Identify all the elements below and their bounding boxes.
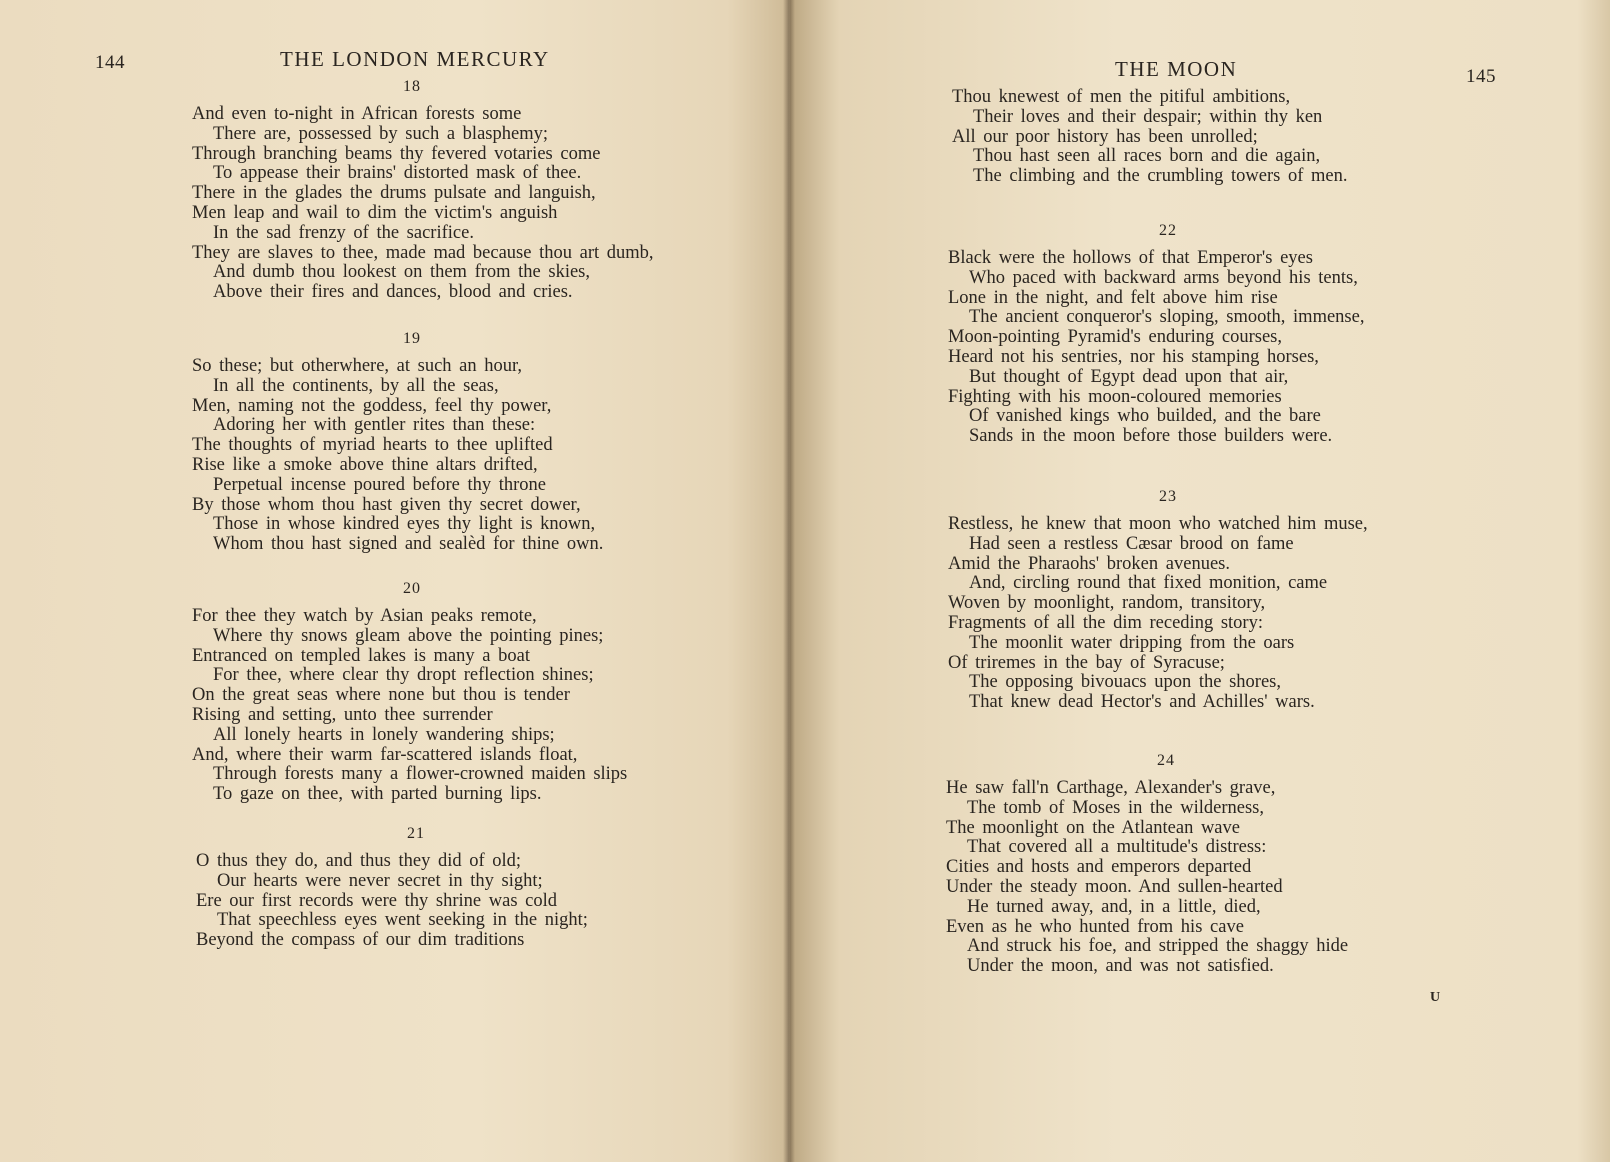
verse-line: Cities and hosts and emperors departed [946,857,1252,878]
verse-line: He turned away, and, in a little, died, [967,896,1261,917]
verse-line: Where thy snows gleam above the pointing pines; [213,625,604,646]
verse-line: All lonely hearts in lonely wandering ships; [213,724,555,745]
verse-line: Moon-pointing Pyramid's enduring courses, [948,327,1282,348]
verse-line: In all the continents, by all the seas, [213,375,499,396]
stanza-number: 18 [403,78,421,95]
verse-line: The tomb of Moses in the wilderness, [967,797,1264,818]
book-gutter [783,0,795,1162]
verse-line: Amid the Pharaohs' broken avenues. [948,553,1230,574]
verse-line: He saw fall'n Carthage, Alexander's grave, [946,778,1276,798]
verse-line: Through branching beams thy fevered votaries come [192,143,601,164]
verse-line: For thee, where clear thy dropt reflection shines; [213,665,594,686]
verse-line: Through forests many a flower-crowned maiden slips [213,764,628,785]
verse-line: O thus they do, and thus they did of old; [196,851,522,871]
verse-line: That knew dead Hector's and Achilles' wars. [969,692,1315,713]
verse-line: Lone in the night, and felt above him rise [948,287,1278,308]
verse-line: Rise like a smoke above thine altars drifted, [192,454,538,475]
verse-line: To appease their brains' distorted mask of thee. [213,163,582,184]
verse-line: Men leap and wail to dim the victim's anguish [192,202,558,223]
running-head-right: THE MOON [1115,57,1238,81]
stanza-number: 20 [403,580,421,597]
left-page [0,0,790,1162]
stanza-18 [192,78,654,303]
verse-line: Black were the hollows of that Emperor's eyes [948,248,1313,268]
verse-line: The moonlit water dripping from the oars [969,632,1295,653]
stanza-22 [948,222,1388,447]
verse-line: The moonlight on the Atlantean wave [946,817,1240,838]
verse-line: For thee they watch by Asian peaks remote, [192,606,537,626]
verse-line: Their loves and their despair; within thy ken [973,106,1323,127]
verse-line: Fragments of all the dim receding story: [948,612,1263,633]
verse-line: Woven by moonlight, random, transitory, [948,593,1266,614]
page-number-right: 145 [1466,66,1496,87]
verse-line: Thou knewest of men the pitiful ambitions, [952,87,1291,107]
running-head-left: THE LONDON MERCURY [280,47,550,71]
verse-line: The thoughts of myriad hearts to thee uplifted [192,435,553,456]
verse-line: That covered all a multitude's distress: [967,837,1267,858]
verse-line: Restless, he knew that moon who watched him muse, [948,514,1368,534]
verse-line: Under the moon, and was not satisfied. [967,956,1274,977]
verse-line: Our hearts were never secret in thy sight; [217,870,543,891]
page-number-left: 144 [95,52,125,73]
verse-line: There are, possessed by such a blasphemy; [213,123,548,144]
stanza-number: 23 [1159,488,1177,505]
verse-line: To gaze on thee, with parted burning lips. [213,784,542,805]
verse-line: Heard not his sentries, nor his stamping horses, [948,346,1319,367]
stanza-continued [952,88,1347,187]
verse-line: And, where their warm far-scattered islands float, [192,744,578,765]
stanza-24 [946,752,1386,977]
verse-line: Adoring her with gentler rites than these: [213,415,536,436]
right-page [790,0,1610,1162]
stanza-20 [192,580,632,805]
verse-line: And struck his foe, and stripped the shaggy hide [967,936,1349,957]
verse-line: That speechless eyes went seeking in the night; [217,910,588,931]
verse-line: Who paced with backward arms beyond his tents, [969,267,1358,288]
verse-line: And dumb thou lookest on them from the skies, [213,262,591,283]
stanza-number: 19 [403,330,421,347]
verse-line: Of vanished kings who builded, and the bare [969,406,1321,427]
verse-line: Had seen a restless Cæsar brood on fame [969,533,1294,554]
verse-line: In the sad frenzy of the sacrifice. [213,222,474,243]
verse-line: Ere our first records were thy shrine was cold [196,890,557,911]
verse-line: Those in whose kindred eyes thy light is known, [213,514,596,535]
verse-line: They are slaves to thee, made mad because thou art dumb, [192,242,654,263]
verse-line: The ancient conqueror's sloping, smooth, immense, [969,307,1365,328]
verse-line: Beyond the compass of our dim traditions [196,930,525,951]
stanza-number: 24 [1157,752,1175,769]
verse-line: But thought of Egypt dead upon that air, [969,366,1289,387]
stanza-21 [196,825,636,951]
stanza-23 [948,488,1388,713]
verse-line: Even as he who hunted from his cave [946,916,1244,937]
stanza-number: 22 [1159,222,1177,239]
verse-line: Men, naming not the goddess, feel thy power, [192,395,552,416]
verse-line: Entranced on templed lakes is many a boat [192,645,530,666]
verse-line: By those whom thou hast given thy secret dower, [192,494,581,515]
stanza-19 [192,330,632,555]
stanza-number: 21 [407,825,425,842]
verse-line: And even to-night in African forests some [192,104,522,124]
verse-line: The climbing and the crumbling towers of men. [973,166,1348,187]
verse-line: And, circling round that fixed monition, came [969,573,1328,594]
signature-mark: U [1430,990,1441,1005]
verse-line: Sands in the moon before those builders were. [969,426,1333,447]
verse-line: Under the steady moon. And sullen-hearted [946,876,1283,897]
verse-line: The opposing bivouacs upon the shores, [969,672,1281,693]
verse-line: There in the glades the drums pulsate and languish, [192,183,596,204]
verse-line: Whom thou hast signed and sealèd for thine own. [213,534,604,555]
verse-line: All our poor history has been unrolled; [952,126,1258,147]
verse-line: Rising and setting, unto thee surrender [192,704,493,725]
verse-line: Fighting with his moon-coloured memories [948,386,1282,407]
verse-line: Above their fires and dances, blood and cries. [213,282,573,303]
verse-line: On the great seas where none but thou is tender [192,685,570,706]
verse-line: Perpetual incense poured before thy throne [213,474,546,495]
verse-line: So these; but otherwhere, at such an hour, [192,356,523,376]
verse-line: Thou hast seen all races born and die again, [973,146,1321,167]
verse-line: Of triremes in the bay of Syracuse; [948,652,1225,673]
